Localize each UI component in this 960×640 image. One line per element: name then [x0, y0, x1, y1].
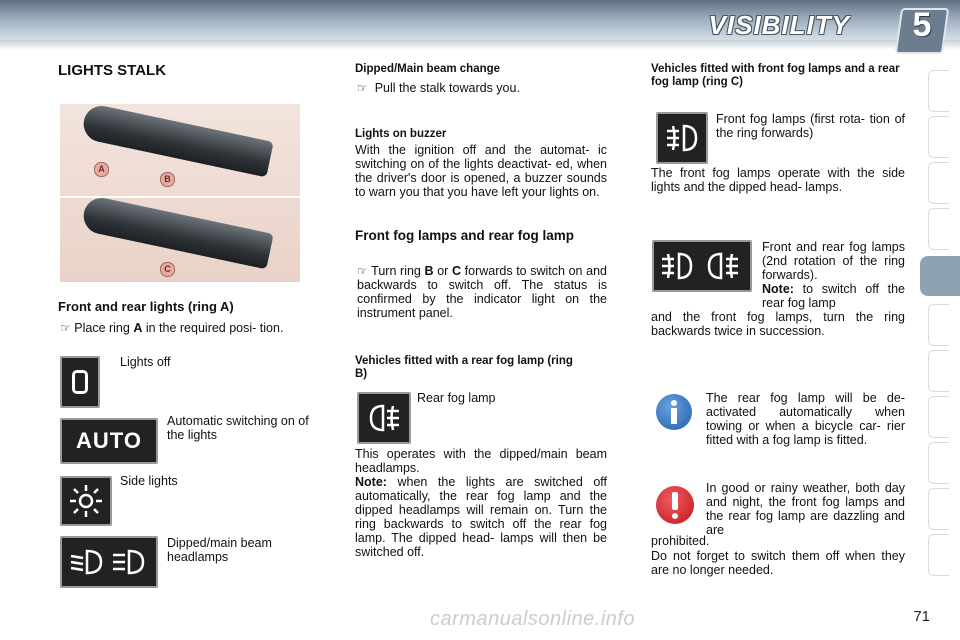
front-rear-fog-icon	[652, 240, 752, 292]
info-icon	[656, 394, 692, 430]
note-text: to switch off the rear fog lamp	[762, 282, 905, 310]
rear-fog-icon	[357, 392, 411, 444]
dipped-main-beam-icon	[60, 536, 158, 588]
page-title: VISIBILITY	[708, 10, 850, 40]
dipped-main-label: Dipped/main beam headlamps	[167, 536, 272, 564]
rear-fog-heading: Vehicles fitted with a rear fog lamp (ring B)	[355, 355, 573, 380]
note-label: Note:	[762, 282, 794, 296]
side-tab[interactable]	[928, 208, 949, 250]
ring-c-ref: C	[451, 264, 461, 278]
front-rear-fog-label: Front and rear fog lamps (2nd rotation of the ring forwards).	[762, 240, 905, 282]
ring-a-bullet	[60, 321, 310, 335]
stalk-lower	[80, 195, 273, 270]
note-label: Note:	[355, 475, 387, 489]
col3-note	[762, 282, 905, 310]
warning-icon	[656, 486, 694, 524]
side-tab[interactable]	[928, 70, 949, 112]
ring-b-label: B	[160, 172, 175, 187]
front-rear-heading: Front and rear lights (ring A)	[58, 299, 234, 314]
side-tab[interactable]	[928, 396, 949, 438]
lights-off-label: Lights off	[120, 355, 171, 369]
chapter-number: 5	[912, 6, 932, 44]
side-tab[interactable]	[928, 162, 949, 204]
side-lights-label: Side lights	[120, 474, 178, 488]
watermark: carmanualsonline.info	[430, 608, 636, 630]
stalk-upper	[80, 103, 273, 178]
buzzer-heading: Lights on buzzer	[355, 128, 447, 140]
stalk-photo	[60, 104, 300, 282]
side-tab[interactable]	[928, 350, 949, 392]
ring-c-heading: Vehicles fitted with front fog lamps and a rear fog lamp (ring C)	[651, 63, 900, 88]
auto-icon-text: AUTO	[76, 428, 142, 453]
side-tab[interactable]	[928, 116, 949, 158]
side-tab-active[interactable]	[920, 256, 960, 296]
warning-text: In good or rainy weather, both day and night, the front fog lamps and the rear fog lamp are dazzling and are	[706, 481, 905, 537]
front-fog-icon	[656, 112, 708, 164]
ring-c-label: C	[160, 262, 175, 277]
lights-stalk-heading: LIGHTS STALK	[58, 62, 167, 79]
bullet-icon: ☞	[60, 321, 71, 335]
fog-bullet-text: forwards to switch on and backwards to switch off. The status is confirmed by the indicator light on the instrument panel.	[357, 264, 607, 320]
front-fog-operate: The front fog lamps operate with the side lights and the dipped head- lamps.	[651, 166, 905, 194]
col3-note-cont: and the front fog lamps, turn the ring backwards twice in succession.	[651, 310, 905, 338]
bullet-icon: ☞	[357, 264, 368, 278]
warning-text2: Do not forget to switch them off when they are no longer needed.	[651, 549, 905, 577]
ring-b-ref: B	[424, 264, 434, 278]
fog-bullet-text: or	[437, 264, 449, 278]
dipped-heading: Dipped/Main beam change	[355, 63, 501, 75]
dipped-bullet	[357, 81, 607, 95]
side-tab[interactable]	[928, 488, 949, 530]
auto-switching-label: Automatic switching on of the lights	[167, 414, 309, 442]
rear-fog-note	[355, 475, 607, 559]
rear-fog-label: Rear fog lamp	[417, 391, 496, 405]
auto-icon	[60, 418, 158, 464]
ring-a-label: A	[94, 162, 109, 177]
fog-bullet	[357, 264, 607, 320]
page-number: 71	[913, 608, 930, 625]
photo-divider	[60, 196, 300, 198]
buzzer-text: With the ignition off and the automat- ic switching on of the lights deactivat- ed, when the driver's door is opened, a buzzer sounds to warn you that you have left your lights on.	[355, 143, 607, 199]
header-band-fade	[0, 40, 960, 50]
info-text: The rear fog lamp will be de- activated automatically when towing or when a bicycle car- rier fitted with a fog lamp is fitted.	[706, 391, 905, 447]
side-lights-icon	[60, 476, 112, 526]
bullet-bold: A	[133, 321, 143, 335]
side-tab[interactable]	[928, 442, 949, 484]
rear-fog-text: This operates with the dipped/main beam headlamps.	[355, 447, 607, 475]
fog-heading: Front fog lamps and rear fog lamp	[355, 228, 575, 243]
lights-off-icon	[60, 356, 100, 408]
front-fog-label: Front fog lamps (first rota- tion of the ring forwards)	[716, 112, 905, 140]
fog-bullet-text: Turn ring	[371, 264, 421, 278]
side-tab[interactable]	[928, 304, 949, 346]
bullet-text: in the required posi- tion.	[145, 321, 284, 335]
dipped-bullet-text: Pull the stalk towards you.	[374, 81, 520, 95]
bullet-text: Place ring	[74, 321, 130, 335]
side-tab[interactable]	[928, 534, 949, 576]
note-text: when the lights are switched off automatically, the rear fog lamp and the dipped headlamps will remain on. Turn the ring backwards to switch off the rear fog lamp. The dipped head- lamps will then be switched off.	[355, 475, 607, 559]
bullet-icon: ☞	[357, 81, 368, 95]
warning-cont: prohibited.	[651, 534, 710, 548]
